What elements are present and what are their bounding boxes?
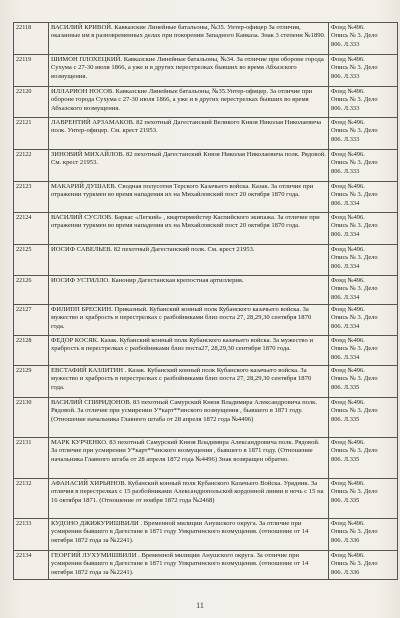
record-number: 22132 bbox=[14, 479, 49, 519]
archive-line: Фонд №496. bbox=[331, 439, 365, 446]
record-number: 22134 bbox=[14, 551, 49, 580]
record-number: 22122 bbox=[14, 150, 49, 182]
page-number: 11 bbox=[196, 601, 204, 610]
archive-line: 806. Л.335 bbox=[331, 383, 360, 391]
record-description-cell bbox=[49, 55, 329, 87]
archive-line: Опись № 3. Дело bbox=[331, 222, 378, 230]
archive-line: Опись № 3. Дело bbox=[331, 159, 378, 167]
record-description-cell bbox=[49, 438, 329, 479]
record-description-cell bbox=[49, 182, 329, 213]
table-row bbox=[14, 479, 398, 519]
table-row bbox=[14, 87, 398, 118]
archive-line: Опись № 3. Дело bbox=[331, 32, 378, 40]
record-archive-reference bbox=[329, 118, 398, 150]
archive-line: Опись № 3. Дело bbox=[331, 488, 378, 496]
record-archive-reference bbox=[329, 398, 398, 438]
archive-line: 806. Л.334 bbox=[331, 353, 360, 361]
record-number: 22127 bbox=[14, 305, 49, 336]
record-number: 22133 bbox=[14, 519, 49, 551]
record-number: 22128 bbox=[14, 336, 49, 366]
record-archive-reference bbox=[329, 245, 398, 276]
archive-line: Опись № 3. Дело bbox=[331, 127, 378, 135]
record-archive-reference bbox=[329, 336, 398, 366]
archive-line: 806. Л.335 bbox=[331, 496, 360, 504]
record-archive-reference bbox=[329, 55, 398, 87]
table-row bbox=[14, 305, 398, 336]
record-description-cell bbox=[49, 366, 329, 398]
record-description: ИОСИФ САВЕЛЬЕВ. 82 пехотный Дагестанский полк. См. крест 21953. bbox=[51, 246, 255, 253]
record-description-cell bbox=[49, 23, 329, 55]
table-row bbox=[14, 23, 398, 55]
archive-line: Опись № 3. Дело bbox=[331, 560, 378, 568]
record-archive-reference bbox=[329, 182, 398, 213]
archive-line: Фонд №496. bbox=[331, 552, 365, 559]
record-description: КУДОНО ДЖИЖУРИШВИЛИ . Временной милиции Анушского округа. За отличие при усмирении бывшего в Дагестане в 1871 году Ункратинского возмущения. (отношение от 14 октября 1872 года за №2241). bbox=[51, 520, 309, 544]
table-row bbox=[14, 245, 398, 276]
archive-line: 806. Л.333 bbox=[331, 135, 360, 143]
archive-line: Фонд №496. bbox=[331, 183, 365, 190]
record-description-cell bbox=[49, 479, 329, 519]
archive-line: 806. Л.336 bbox=[331, 536, 360, 544]
archive-line: Фонд №496. bbox=[331, 306, 365, 313]
archive-line: Фонд №496. bbox=[331, 246, 365, 253]
record-description: ЛАВРЕНТИЙ АРЗАМАКОВ. 82 пехотный Дагестанский Великого Князя Николая Николаевича полк. Унтер-офицер. См. крест 21953. bbox=[51, 119, 322, 135]
table-row bbox=[14, 438, 398, 479]
record-archive-reference bbox=[329, 519, 398, 551]
record-number: 22130 bbox=[14, 398, 49, 438]
table-row bbox=[14, 336, 398, 366]
record-number: 22121 bbox=[14, 118, 49, 150]
record-number: 22126 bbox=[14, 276, 49, 305]
table-row bbox=[14, 519, 398, 551]
archive-line: 806. Л.333 bbox=[331, 40, 360, 48]
record-description: ЗИНОВИЙ МИХАЙЛОВ. 82 пехотный Дагестанский Князя Николая Николаевича полк. Рядовой. См. крест 21953. bbox=[51, 151, 326, 167]
table-row bbox=[14, 118, 398, 150]
table-row bbox=[14, 551, 398, 580]
record-description: ИЛЛАРИОН НОСОВ. Кавказские Линейные батальоны, №35.Унтер-офицер. За отличие при обороне города Сухума с 27-30 июля 1866, а уже и в других перестрелках бывших во время Абхазского возмущения. bbox=[51, 88, 313, 112]
record-description-cell bbox=[49, 245, 329, 276]
archive-line: Фонд №496. bbox=[331, 480, 365, 487]
record-description-cell bbox=[49, 398, 329, 438]
records-table bbox=[13, 22, 398, 580]
record-archive-reference bbox=[329, 276, 398, 305]
record-description-cell bbox=[49, 118, 329, 150]
record-archive-reference bbox=[329, 438, 398, 479]
record-archive-reference bbox=[329, 366, 398, 398]
record-number: 22124 bbox=[14, 213, 49, 245]
archive-line: Фонд №496. bbox=[331, 399, 365, 406]
record-number: 22131 bbox=[14, 438, 49, 479]
archive-line: Опись № 3. Дело bbox=[331, 528, 378, 536]
archive-line: Фонд №496. bbox=[331, 119, 365, 126]
record-description-cell bbox=[49, 551, 329, 580]
archive-line: Опись № 3. Дело bbox=[331, 345, 378, 353]
archive-line: Фонд №496. bbox=[331, 56, 365, 63]
archive-line: 806. Л.333 bbox=[331, 72, 360, 80]
archive-line: Фонд №496. bbox=[331, 367, 365, 374]
record-description: ФИЛИПП БРЕСКИН. Приказный. Кубанский конный полк Кубанского казачьего войска. За мужество и храбрость в перестрелках с разбойниками близ поста 27, 28,29,30 сентября 1870 года. bbox=[51, 306, 312, 330]
record-description-cell bbox=[49, 276, 329, 305]
record-number: 22118 bbox=[14, 23, 49, 55]
archive-line: Фонд №496. bbox=[331, 277, 365, 284]
table-row bbox=[14, 150, 398, 182]
records-table-body bbox=[14, 23, 398, 580]
record-description: ГЕОРГИЙ ЛУХУМИШВИЛИ . Временной милиции Анушского округа. За отличие при усмирении бывшего в Дагестане в 1871 году Упкратинского возмущения. (отношение от 14 октября 1872 года за №2241). bbox=[51, 552, 309, 576]
archive-line: Фонд №496. bbox=[331, 214, 365, 221]
archive-line: Опись № 3. Дело bbox=[331, 447, 378, 455]
record-description: ВАСИЛИЙ СПИРИДОНОВ. 83 пехотный Самурский Князя Владимира Александровича полк. Рядовой. За отличие при усмирении У*карт**инского возмущения , бывшего в 1871 году. (Отношение начальника Главного штаба от 28 апреля 1872 года №4496) bbox=[51, 399, 318, 423]
archive-line: Опись № 3. Дело bbox=[331, 254, 378, 262]
archive-line: Опись № 3. Дело bbox=[331, 375, 378, 383]
record-archive-reference bbox=[329, 213, 398, 245]
record-description-cell bbox=[49, 519, 329, 551]
record-archive-reference bbox=[329, 551, 398, 580]
record-description-cell bbox=[49, 87, 329, 118]
archive-line: Фонд №496. bbox=[331, 337, 365, 344]
record-archive-reference bbox=[329, 150, 398, 182]
record-description: ВАСИЛИЙ СУСЛОВ. Баркас «Легкий» , квартирмейстер Каспийского экипажа. За отличие при отражении туркмен во время нападения их на Михайловский пост 20 октября 1870 года. bbox=[51, 214, 320, 230]
archive-line: 806. Л.334 bbox=[331, 262, 360, 270]
record-number: 22123 bbox=[14, 182, 49, 213]
record-description: АФАНАСИЙ ХИРЬЯНОВ. Кубанский конный полк Кубанского Казачьего Войска. Урядник. За отличия в перестрелках с 15 разбойниками Александропольской кордонной линии в ночь с 15 на 16 октября 1871. (Отношение от ноября 1872 года №2468) bbox=[51, 480, 324, 504]
archive-line: Опись № 3. Дело bbox=[331, 407, 378, 415]
record-number: 22119 bbox=[14, 55, 49, 87]
archive-line: Опись № 3. Дело bbox=[331, 64, 378, 72]
record-description: МАКАРИЙ ДУШАЕВ. Сводная полусотня Терского Казачьего войска. Казак. За отличие при отражении туркмен во время нападения их на Михайловский пост 20 октября 1870 года. bbox=[51, 183, 314, 199]
record-description-cell bbox=[49, 305, 329, 336]
table-row bbox=[14, 398, 398, 438]
archive-line: 806. Л.334 bbox=[331, 293, 360, 301]
record-description: МАРК КУРЧЕНКО. 83 пехотный Самурский Князя Владимира Александровича полк. Рядовой. За отличие при усмирении У*карт**инского возмущения , бывшего в 1871 году. (Отношение начальника Главного штаба от 28 апреля 1872 года №4496) Знак возвращен обратно. bbox=[51, 439, 320, 463]
archive-line: 806. Л.333 bbox=[331, 104, 360, 112]
archive-line: 806. Л.334 bbox=[331, 199, 360, 207]
archive-line: 806. Л.334 bbox=[331, 322, 360, 330]
record-archive-reference bbox=[329, 479, 398, 519]
archive-line: 806. Л.333 bbox=[331, 167, 360, 175]
record-description-cell bbox=[49, 336, 329, 366]
archive-line: Опись № 3. Дело bbox=[331, 191, 378, 199]
archive-line: Фонд №496. bbox=[331, 88, 365, 95]
archive-line: 806. Л.335 bbox=[331, 415, 360, 423]
archive-line: Опись № 3. Дело bbox=[331, 285, 378, 293]
record-number: 22129 bbox=[14, 366, 49, 398]
record-description-cell bbox=[49, 150, 329, 182]
table-row bbox=[14, 213, 398, 245]
record-description: ШИМОН ПЛОХЕЦКИЙ. Кавказские Линейные батальоны, №34. За отличие при обороне города Сухума с 27-30 июля 1866, а уже и в других перестрелках бывших во время Абхазского возмущения. bbox=[51, 56, 324, 80]
archive-line: Опись № 3. Дело bbox=[331, 314, 378, 322]
record-description: ЕВСТАФИЙ КАЗЛИТИН . Казак. Кубанский конный полк Кубанского казачьего войска. За мужество и храбрость в перестрелках с разбойниками близ поста 27, 28,29,30 сентября 1870 года. bbox=[51, 367, 312, 391]
table-row bbox=[14, 276, 398, 305]
archive-line: 806. Л.336 bbox=[331, 568, 360, 576]
record-description: ФЕДОР КОСЯК. Казак. Кубанский конный полк Кубанского казачьего войска. За мужество и храбрость в перестрелках с разбойниками близ поста27, 28,29,30 сентября 1870 года. bbox=[51, 337, 313, 353]
record-description: ИОСИФ УСТИЛЛО. Канонир Дагестанская крепостная артиллерия. bbox=[51, 277, 244, 284]
record-archive-reference bbox=[329, 305, 398, 336]
archive-line: Фонд №496. bbox=[331, 24, 365, 31]
record-number: 22125 bbox=[14, 245, 49, 276]
archive-line: Фонд №496. bbox=[331, 151, 365, 158]
record-description-cell bbox=[49, 213, 329, 245]
table-row bbox=[14, 55, 398, 87]
archive-line: 806. Л.334 bbox=[331, 230, 360, 238]
record-archive-reference bbox=[329, 87, 398, 118]
table-row bbox=[14, 182, 398, 213]
archive-line: Опись № 3. Дело bbox=[331, 96, 378, 104]
archive-line: Фонд №496. bbox=[331, 520, 365, 527]
record-archive-reference bbox=[329, 23, 398, 55]
table-row bbox=[14, 366, 398, 398]
record-description: ВАСИЛИЙ КРИВОЙ. Кавказские Линейные батальоны, №35. Унтер-офицер За отличия, оказанные им в разновременных делах при покорении Западного Кавказа. Знак 3 степени №1890. bbox=[51, 24, 326, 40]
archive-line: 806. Л.335 bbox=[331, 455, 360, 463]
record-number: 22120 bbox=[14, 87, 49, 118]
